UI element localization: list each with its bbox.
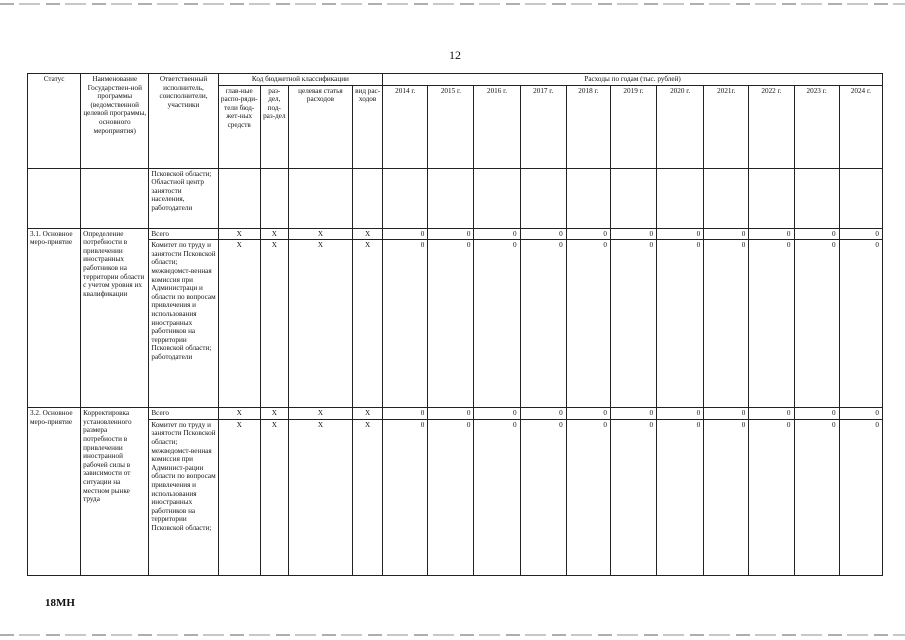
budget-code-cell: X (218, 240, 260, 408)
expense-value-cell: 0 (520, 240, 566, 408)
table-row (28, 228, 883, 240)
expense-value-cell: 0 (566, 240, 610, 408)
header-code-type: вид рас-ходов (353, 85, 383, 168)
budget-code-cell: X (353, 240, 383, 408)
expense-value-cell: 0 (566, 408, 610, 420)
budget-code-cell: X (353, 419, 383, 575)
expense-value-cell: 0 (749, 240, 794, 408)
continuation-row (28, 168, 883, 228)
table-row (28, 408, 883, 420)
footer-code: 18МН (45, 597, 75, 609)
expense-value-cell: 0 (749, 228, 794, 240)
empty-cell (288, 168, 352, 228)
expense-value-cell: 0 (428, 240, 474, 408)
expense-value-cell: 0 (474, 408, 520, 420)
expense-value-cell: 0 (610, 240, 656, 408)
status-cell: 3.1. Основное меро-приятие (28, 228, 81, 408)
expense-value-cell: 0 (657, 240, 704, 408)
expense-value-cell: 0 (704, 408, 749, 420)
expense-value-cell: 0 (520, 419, 566, 575)
header-expenses: Расходы по годам (тыс. рублей) (383, 74, 883, 86)
program-name-cell (81, 168, 149, 228)
expense-value-cell: 0 (610, 228, 656, 240)
empty-cell (353, 168, 383, 228)
expense-value-cell: 0 (428, 419, 474, 575)
expense-value-cell: 0 (704, 228, 749, 240)
participant-cell: Комитет по труду и занятости Псковской области; межведомст-венная комиссия при Администраци и области по вопросам привлечения и использования иностранных работников на территории Псковской области; работодатели (149, 240, 218, 408)
program-name-cell: Определение потребности в привлечении иностранных работников на территории области с учетом уровня их квалификации (81, 228, 149, 408)
empty-cell (749, 168, 794, 228)
empty-cell (657, 168, 704, 228)
expense-value-cell: 0 (794, 240, 839, 408)
expense-value-cell: 0 (566, 419, 610, 575)
empty-cell (260, 168, 288, 228)
expense-value-cell: 0 (474, 240, 520, 408)
status-cell: 3.2. Основное меро-приятие (28, 408, 81, 576)
expense-value-cell: 0 (383, 419, 428, 575)
header-year: 2023 г. (794, 85, 839, 168)
total-label-cell: Всего (149, 408, 218, 420)
empty-cell (474, 168, 520, 228)
empty-cell (610, 168, 656, 228)
budget-code-cell: X (288, 408, 352, 420)
header-year: 2019 г. (610, 85, 656, 168)
header-code-section: раз-дел, под-раз-дел (260, 85, 288, 168)
budget-table (27, 73, 883, 576)
budget-code-cell: X (260, 240, 288, 408)
expense-value-cell: 0 (566, 228, 610, 240)
header-code-chief: глав-ные распо-ряди-тели бюд-жет-ных средств (218, 85, 260, 168)
header-row-1 (28, 74, 883, 86)
page-number: 12 (449, 48, 461, 62)
budget-code-cell: X (288, 228, 352, 240)
expense-value-cell: 0 (520, 408, 566, 420)
header-year: 2017 г. (520, 85, 566, 168)
budget-code-cell: X (353, 228, 383, 240)
empty-cell (794, 168, 839, 228)
budget-code-cell: X (218, 228, 260, 240)
expense-value-cell: 0 (749, 408, 794, 420)
table-row (28, 419, 883, 575)
header-year: 2015 г. (428, 85, 474, 168)
expense-value-cell: 0 (474, 419, 520, 575)
budget-code-cell: X (218, 408, 260, 420)
empty-cell (383, 168, 428, 228)
empty-cell (428, 168, 474, 228)
expense-value-cell: 0 (657, 419, 704, 575)
budget-code-cell: X (260, 419, 288, 575)
budget-code-cell: X (260, 228, 288, 240)
header-year: 2024 г. (839, 85, 882, 168)
header-budget-code: Код бюджетной классификации (218, 74, 383, 86)
header-status: Статус (28, 74, 81, 169)
expense-value-cell: 0 (704, 240, 749, 408)
expense-value-cell: 0 (749, 419, 794, 575)
expense-value-cell: 0 (794, 408, 839, 420)
empty-cell (520, 168, 566, 228)
expense-value-cell: 0 (704, 419, 749, 575)
expense-value-cell: 0 (839, 240, 882, 408)
header-code-article: целевая статья расходов (288, 85, 352, 168)
expense-value-cell: 0 (610, 408, 656, 420)
participant-cell: Комитет по труду и занятости Псковской области; межведомст-венная комиссия при Админист-рации области по вопросам привлечения и использования иностранных работников на территории Псковской области; (149, 419, 218, 575)
expense-value-cell: 0 (839, 228, 882, 240)
header-program-name: Наименование Государствен-ной программы (ведомственной целевой программы, основного мероприятия) (81, 74, 149, 169)
program-name-cell: Корректировка установленного размера потребности в привлечении иностранной рабочей силы в зависимости от ситуации на местном рынке труда (81, 408, 149, 576)
expense-value-cell: 0 (794, 419, 839, 575)
empty-cell (704, 168, 749, 228)
budget-code-cell: X (218, 419, 260, 575)
header-year: 2021г. (704, 85, 749, 168)
scan-bottom-edge (0, 634, 905, 636)
expense-value-cell: 0 (428, 408, 474, 420)
expense-value-cell: 0 (657, 408, 704, 420)
responsible-cell: Псковской области; Областной центр занятости населения, работодатели (149, 168, 218, 228)
header-year: 2022 г. (749, 85, 794, 168)
header-year: 2014 г. (383, 85, 428, 168)
expense-value-cell: 0 (520, 228, 566, 240)
header-year: 2020 г. (657, 85, 704, 168)
expense-value-cell: 0 (839, 408, 882, 420)
expense-value-cell: 0 (794, 228, 839, 240)
table-row (28, 240, 883, 408)
expense-value-cell: 0 (383, 240, 428, 408)
budget-code-cell: X (260, 408, 288, 420)
status-cell (28, 168, 81, 228)
empty-cell (218, 168, 260, 228)
budget-code-cell: X (288, 419, 352, 575)
expense-value-cell: 0 (383, 408, 428, 420)
total-label-cell: Всего (149, 228, 218, 240)
expense-value-cell: 0 (474, 228, 520, 240)
empty-cell (839, 168, 882, 228)
expense-value-cell: 0 (428, 228, 474, 240)
budget-code-cell: X (288, 240, 352, 408)
budget-code-cell: X (353, 408, 383, 420)
scan-top-edge (0, 3, 905, 5)
header-year: 2018 г. (566, 85, 610, 168)
expense-value-cell: 0 (657, 228, 704, 240)
expense-value-cell: 0 (383, 228, 428, 240)
empty-cell (566, 168, 610, 228)
expense-value-cell: 0 (610, 419, 656, 575)
expense-value-cell: 0 (839, 419, 882, 575)
header-year: 2016 г. (474, 85, 520, 168)
header-responsible: Ответственный исполнитель, соисполнители, участники (149, 74, 218, 169)
